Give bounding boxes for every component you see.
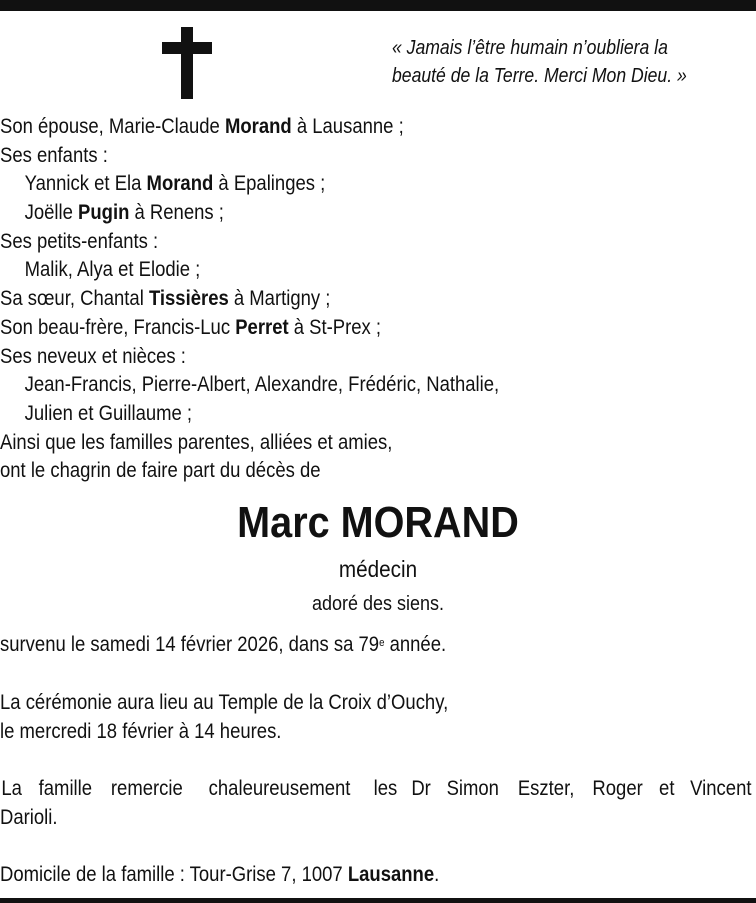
family-line: Sa sœur, Chantal Tissières à Martigny ; xyxy=(0,287,331,311)
thanks-word: Simon xyxy=(446,777,499,800)
family-line: Julien et Guillaume ; xyxy=(24,401,193,425)
top-border xyxy=(0,0,756,11)
thanks-word: chaleureusement xyxy=(208,777,351,800)
family-line: Malik, Alya et Elodie ; xyxy=(24,258,201,282)
thanks-word: et xyxy=(658,777,674,800)
thanks-word: famille xyxy=(38,777,92,800)
deceased-profession: médecin xyxy=(338,556,418,582)
cross-icon xyxy=(162,27,212,99)
quote-line: « Jamais l’être humain n’oubliera la xyxy=(392,37,668,59)
deceased-name: Marc MORAND xyxy=(237,498,519,547)
family-line: Yannick et Ela Morand à Epalinges ; xyxy=(24,172,326,196)
quote-line: beauté de la Terre. Merci Mon Dieu. » xyxy=(392,65,687,87)
ceremony-line: le mercredi 18 février à 14 heures. xyxy=(0,719,282,743)
ceremony-info xyxy=(0,689,448,746)
ceremony-line: La cérémonie aura lieu au Temple de la Croix d’Ouchy, xyxy=(0,691,449,714)
thanks-line xyxy=(0,775,756,804)
family-line: Ses petits-enfants : xyxy=(0,229,159,253)
family-line: ont le chagrin de faire part du décès de xyxy=(0,459,321,483)
epigraph-quote xyxy=(392,34,709,90)
bottom-border xyxy=(0,898,756,903)
thanks-line: Darioli. xyxy=(0,805,58,829)
family-line: Jean-Francis, Pierre-Albert, Alexandre, Frédéric, Nathalie, xyxy=(24,373,500,397)
family-line: Ses enfants : xyxy=(0,143,108,167)
thanks-word: Roger xyxy=(592,777,643,800)
thanks-word: remercie xyxy=(111,777,184,800)
thanks-text xyxy=(0,775,756,832)
family-line: Son épouse, Marie-Claude Morand à Lausanne ; xyxy=(0,115,404,138)
family-line: Ainsi que les familles parentes, alliées et amies, xyxy=(0,430,393,454)
death-date: survenu le samedi 14 février 2026, dans sa 79e année. xyxy=(0,633,447,656)
thanks-word: Dr xyxy=(410,777,431,800)
family-line: Son beau-frère, Francis-Luc Perret à St-Prex ; xyxy=(0,315,382,339)
family-domicile: Domicile de la famille : Tour-Grise 7, 1007 Lausanne. xyxy=(0,863,440,886)
family-line: Ses neveux et nièces : xyxy=(0,344,186,368)
thanks-word: Eszter, xyxy=(517,777,575,800)
thanks-word: les xyxy=(373,777,397,800)
thanks-word: La xyxy=(1,777,22,800)
family-line: Joëlle Pugin à Renens ; xyxy=(24,201,224,225)
family-list xyxy=(0,113,756,486)
thanks-word: Vincent xyxy=(690,777,752,800)
deceased-tribute: adoré des siens. xyxy=(311,593,445,615)
